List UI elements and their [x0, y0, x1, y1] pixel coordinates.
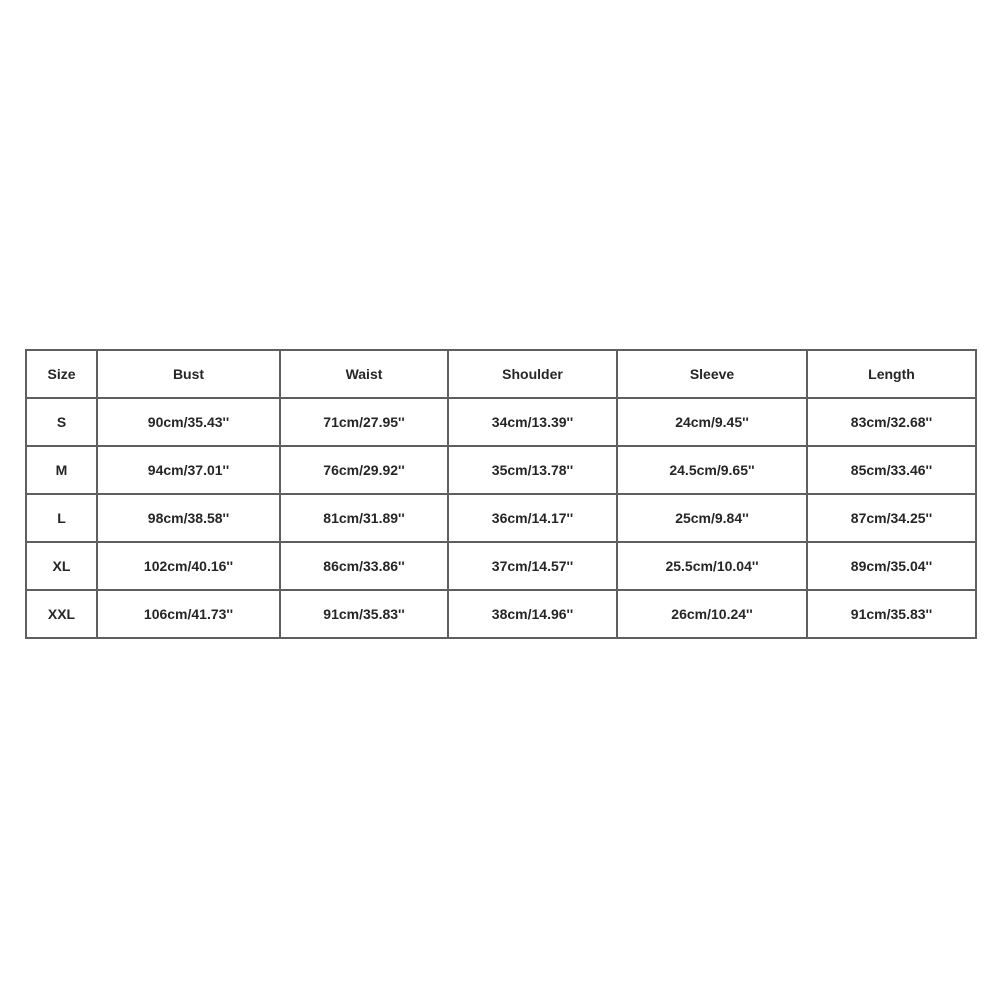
bust-cell: 94cm/37.01'': [97, 446, 280, 494]
table-row: [26, 398, 976, 446]
table-row: [26, 446, 976, 494]
size-cell: XXL: [26, 590, 97, 638]
waist-cell: 76cm/29.92'': [280, 446, 448, 494]
table-row: [26, 542, 976, 590]
sleeve-cell: 25.5cm/10.04'': [617, 542, 807, 590]
size-cell: XL: [26, 542, 97, 590]
waist-cell: 81cm/31.89'': [280, 494, 448, 542]
header-length: Length: [807, 350, 976, 398]
header-bust: Bust: [97, 350, 280, 398]
shoulder-cell: 34cm/13.39'': [448, 398, 617, 446]
bust-cell: 98cm/38.58'': [97, 494, 280, 542]
waist-cell: 71cm/27.95'': [280, 398, 448, 446]
header-sleeve: Sleeve: [617, 350, 807, 398]
header-row: [26, 350, 976, 398]
header-shoulder: Shoulder: [448, 350, 617, 398]
waist-cell: 91cm/35.83'': [280, 590, 448, 638]
sleeve-cell: 24.5cm/9.65'': [617, 446, 807, 494]
sleeve-cell: 25cm/9.84'': [617, 494, 807, 542]
table-row: [26, 590, 976, 638]
sleeve-cell: 26cm/10.24'': [617, 590, 807, 638]
length-cell: 83cm/32.68'': [807, 398, 976, 446]
length-cell: 87cm/34.25'': [807, 494, 976, 542]
header-size: Size: [26, 350, 97, 398]
length-cell: 85cm/33.46'': [807, 446, 976, 494]
sleeve-cell: 24cm/9.45'': [617, 398, 807, 446]
shoulder-cell: 36cm/14.17'': [448, 494, 617, 542]
header-waist: Waist: [280, 350, 448, 398]
shoulder-cell: 38cm/14.96'': [448, 590, 617, 638]
size-cell: M: [26, 446, 97, 494]
shoulder-cell: 37cm/14.57'': [448, 542, 617, 590]
shoulder-cell: 35cm/13.78'': [448, 446, 617, 494]
table-row: [26, 494, 976, 542]
waist-cell: 86cm/33.86'': [280, 542, 448, 590]
size-cell: S: [26, 398, 97, 446]
length-cell: 89cm/35.04'': [807, 542, 976, 590]
size-cell: L: [26, 494, 97, 542]
length-cell: 91cm/35.83'': [807, 590, 976, 638]
size-chart-table: [25, 349, 977, 639]
bust-cell: 106cm/41.73'': [97, 590, 280, 638]
bust-cell: 90cm/35.43'': [97, 398, 280, 446]
bust-cell: 102cm/40.16'': [97, 542, 280, 590]
